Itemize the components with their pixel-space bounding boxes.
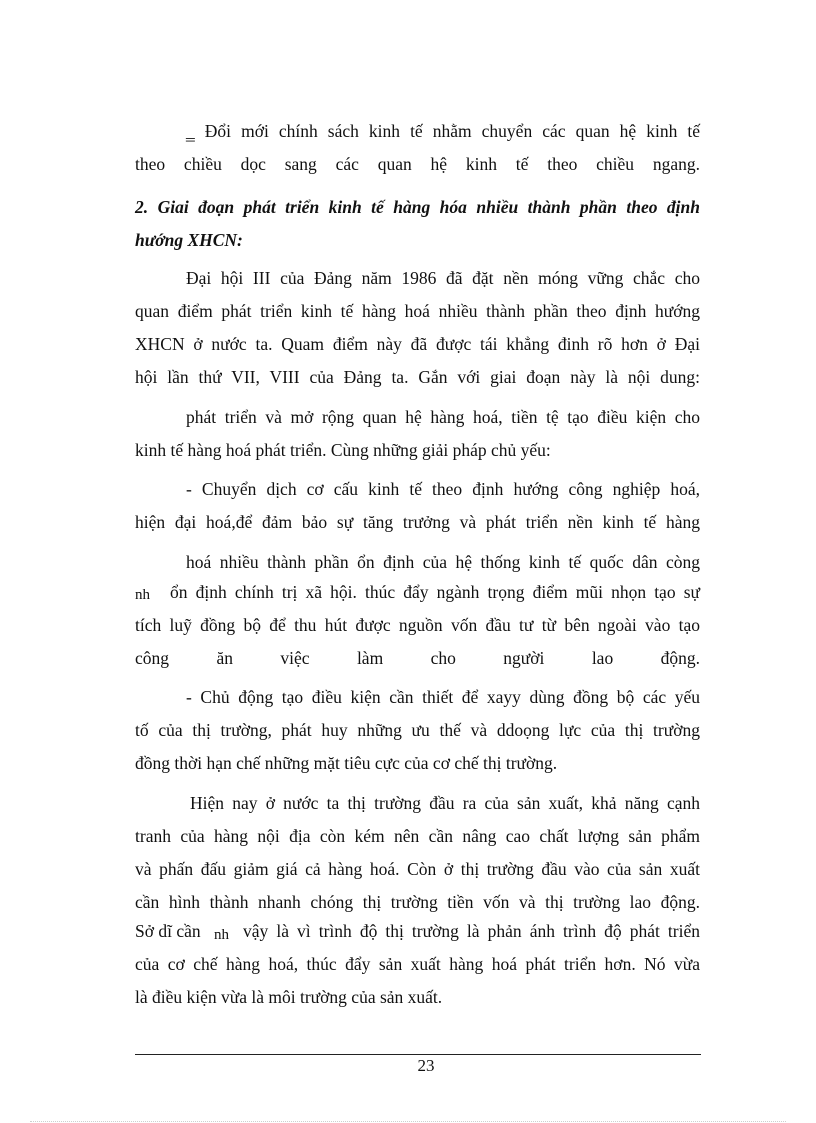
paragraph-line: của cơ chế hàng hoá, thúc đẩy sản xuất hàng hoá phát triển hơn. Nó vừa xyxy=(135,954,700,974)
list-item-line: - Chuyển dịch cơ cấu kinh tế theo định hướng công nghiệp hoá, xyxy=(186,479,700,499)
paragraph-line: cần hình thành nhanh chóng thị trường tiền vốn và thị trường lao động. xyxy=(135,892,700,912)
list-item-line: đồng thời hạn chế những mặt tiêu cực của cơ chế thị trường. xyxy=(135,753,558,773)
paragraph-line: ‗ Đổi mới chính sách kinh tế nhằm chuyển các quan hệ kinh tế xyxy=(186,121,700,141)
paragraph-line: tranh của hàng nội địa còn kém nên cần nâng cao chất lượng sản phẩm xyxy=(135,826,700,846)
paragraph-line: là điều kiện vừa là môi trường của sản xuất. xyxy=(135,987,443,1007)
paragraph-line: quan điểm phát triển kinh tế hàng hoá nhiều thành phần theo định hướng xyxy=(135,301,700,321)
paragraph-line: XHCN ở nước ta. Quam điểm này đã được tái khẳng đinh rõ hơn ở Đại xyxy=(135,334,700,354)
section-heading: hướng XHCN: xyxy=(135,230,243,250)
paragraph-line: và phấn đấu giảm giá cả hàng hoá. Còn ở thị trường đầu vào của sản xuất xyxy=(135,859,700,879)
stray-fragment: nh xyxy=(135,587,150,603)
list-item-line: tích luỹ đồng bộ để thu hút được nguồn vốn đầu tư từ bên ngoài vào tạo xyxy=(135,615,700,635)
paragraph-line: Đại hội III của Đảng năm 1986 đã đặt nền móng vững chắc cho xyxy=(186,268,700,288)
page-number: 23 xyxy=(417,1056,435,1075)
list-item-line: công ăn việc làm cho người lao động. xyxy=(135,648,700,668)
list-item-line: tố của thị trường, phát huy những ưu thế và ddoọng lực của thị trường xyxy=(135,720,700,740)
list-item-line: hoá nhiều thành phần ổn định của hệ thống kinh tế quốc dân còng xyxy=(186,552,700,572)
paragraph-line: phát triển và mở rộng quan hệ hàng hoá, tiền tệ tạo điều kiện cho xyxy=(186,407,700,427)
paragraph-line: theo chiều dọc sang các quan hệ kinh tế theo chiều ngang. xyxy=(135,154,700,174)
paragraph-line: Sở dĩ cần xyxy=(135,921,201,941)
section-heading: 2. Giai đoạn phát triển kinh tế hàng hóa nhiều thành phần theo định xyxy=(135,197,700,217)
list-item-line: hiện đại hoá,để đảm bảo sự tăng trưởng và phát triển nền kinh tế hàng xyxy=(135,512,700,532)
paragraph-line: vậy là vì trình độ thị trường là phản ánh trình độ phát triển xyxy=(243,921,700,941)
paragraph-line: hội lần thứ VII, VIII của Đảng ta. Gắn với giai đoạn này là nội dung: xyxy=(135,367,700,387)
stray-fragment: nh xyxy=(214,927,229,943)
paragraph-line: Hiện nay ở nước ta thị trường đầu ra của sản xuất, khả năng cạnh xyxy=(190,793,700,813)
list-item-line: ổn định chính trị xã hội. thúc đẩy ngành trọng điểm mũi nhọn tạo sự xyxy=(170,582,700,602)
bottom-dotted-border xyxy=(30,1121,786,1122)
list-item-line: - Chủ động tạo điều kiện cần thiết để xayy dùng đồng bộ các yếu xyxy=(186,687,700,707)
paragraph-line: kinh tế hàng hoá phát triển. Cùng những giải pháp chủ yếu: xyxy=(135,440,551,460)
footer-rule xyxy=(135,1054,701,1055)
